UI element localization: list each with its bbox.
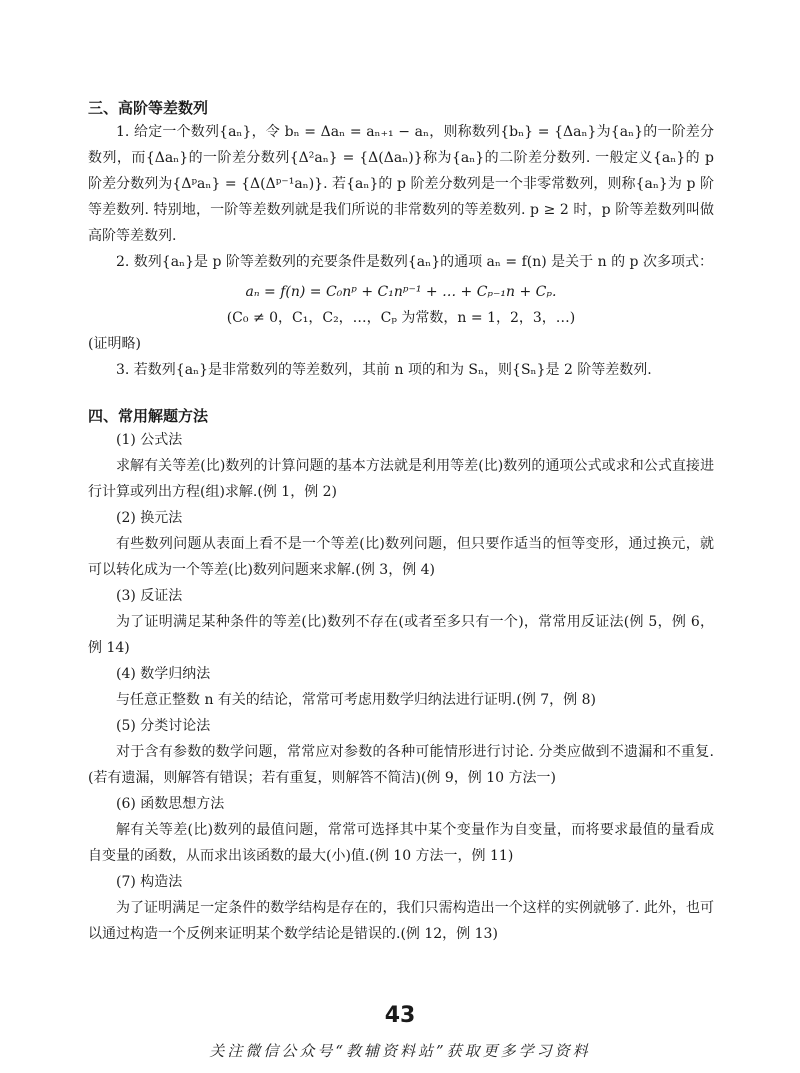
method-label: (1) 公式法	[116, 432, 183, 448]
method-text: 有些数列问题从表面上看不是一个等差(比)数列问题，但只要作适当的恒等变形，通过换元，就可以转化成为一个等差(比)数列问题来求解.(例 3，例 4)	[88, 536, 714, 578]
page-number: 43	[384, 1003, 416, 1028]
method-text: 与任意正整数 n 有关的结论，常常可考虑用数学归纳法进行证明.(例 7，例 8)	[116, 692, 597, 708]
method-label: (7) 构造法	[116, 874, 183, 890]
method-label: (5) 分类讨论法	[116, 718, 211, 734]
section-3-paragraph-1: 1. 给定一个数列{aₙ}，令 bₙ = Δaₙ = aₙ₊₁ − aₙ，则称数列{bₙ} = {Δaₙ}为{aₙ}的一阶差分数列，而{Δaₙ}的一阶差分数列{Δ²aₙ} = {Δ(Δaₙ)}称为{aₙ}的二阶差分数列. 一般定义{aₙ}的 p 阶差分数列为{Δᵖaₙ} = {Δ(Δᵖ⁻¹aₙ)}. 若{aₙ}的 p 阶差分数列是一个非零常数列，则称{aₙ}为 p 阶等差数列. 特别地，一阶等差数列就是我们所说的非常数列的等差数列. p ≥ 2 时，p 阶等差数列叫做高阶等差数列.	[88, 124, 714, 244]
method-text: 为了证明满足一定条件的数学结构是存在的，我们只需构造出一个这样的实例就够了. 此外，也可以通过构造一个反例来证明某个数学结论是错误的.(例 12，例 13)	[88, 900, 714, 942]
method-label: (6) 函数思想方法	[116, 796, 225, 812]
polynomial-formula: aₙ = f(n) = C₀nᵖ + C₁nᵖ⁻¹ + … + Cₚ₋₁n + Cₚ.	[245, 284, 557, 300]
method-text: 解有关等差(比)数列的最值问题，常常可选择其中某个变量作为自变量，而将要求最值的量看成自变量的函数，从而求出该函数的最大(小)值.(例 10 方法一，例 11)	[88, 822, 714, 864]
method-text: 求解有关等差(比)数列的计算问题的基本方法就是利用等差(比)数列的通项公式或求和公式直接进行计算或列出方程(组)求解.(例 1，例 2)	[88, 458, 714, 500]
formula-conditions: (C₀ ≠ 0，C₁，C₂，…，Cₚ 为常数，n = 1，2，3，…)	[226, 310, 576, 326]
method-text: 为了证明满足某种条件的等差(比)数列不存在(或者至多只有一个)，常常用反证法(例 5，例 6，例 14)	[88, 614, 714, 656]
proof-omitted: (证明略)	[88, 336, 141, 352]
section-4-title: 四、常用解题方法	[88, 407, 209, 425]
method-label: (2) 换元法	[116, 510, 183, 526]
section-3-paragraph-3: 3. 若数列{aₙ}是非常数列的等差数列，其前 n 项的和为 Sₙ，则{Sₙ}是 2 阶等差数列.	[116, 362, 652, 378]
page-content	[88, 97, 714, 947]
section-3-title: 三、高阶等差数列	[88, 99, 209, 117]
method-label: (4) 数学归纳法	[116, 666, 211, 682]
section-3-paragraph-2: 2. 数列{aₙ}是 p 阶等差数列的充要条件是数列{aₙ}的通项 aₙ = f(n) 是关于 n 的 p 次多项式：	[116, 254, 713, 270]
footer-watermark-text: 关注微信公众号“教辅资料站”获取更多学习资料	[209, 1042, 591, 1060]
method-text: 对于含有参数的数学问题，常常应对参数的各种可能情形进行讨论. 分类应做到不遗漏和不重复.(若有遗漏，则解答有错误；若有重复，则解答不简洁)(例 9，例 10 方法一)	[88, 744, 714, 786]
method-label: (3) 反证法	[116, 588, 183, 604]
